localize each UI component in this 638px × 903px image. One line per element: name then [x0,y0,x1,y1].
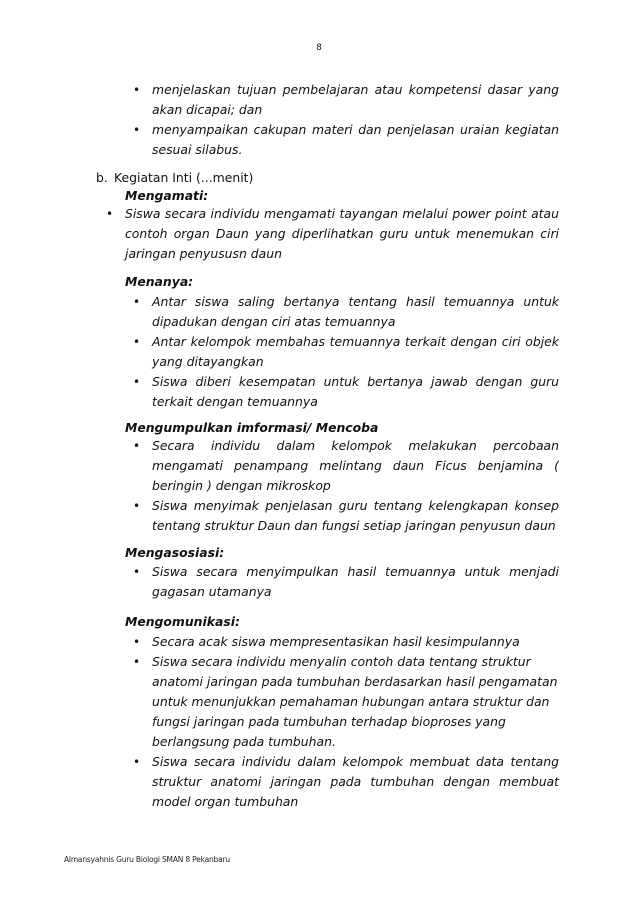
mengomunikasi-list [152,632,559,812]
mengamati-list [125,204,559,264]
species-name: Ficus benjamina [435,458,544,473]
heading-mengasosiasi: Mengasosiasi: [125,545,225,560]
intro-list [152,80,559,160]
mengasosiasi-list [152,562,559,602]
section-b-title [96,168,253,188]
section-title: Kegiatan Inti (...menit) [114,170,254,185]
list-item: • Antar siswa saling bertanya tentang hasil temuannya untuk dipadukan dengan ciri atas temuannya [152,292,559,332]
list-item: • Siswa secara individu mengamati tayangan melalui power point atau contoh organ Daun yang diperlihatkan guru untuk menemukan ciri jaringan penyususn daun [125,204,559,264]
list-item: • Siswa menyimak penjelasan guru tentang kelengkapan konsep tentang struktur Daun dan fungsi setiap jaringan penyusun daun [152,496,559,536]
heading-mengumpulkan: Mengumpulkan imformasi/ Mencoba [125,420,379,435]
heading-menanya: Menanya: [125,274,194,289]
page-number: 8 [316,43,322,53]
heading-mengamati: Mengamati: [125,188,209,203]
list-item: • Secara acak siswa mempresentasikan hasil kesimpulannya [152,632,559,652]
heading-mengomunikasi: Mengomunikasi: [125,614,240,629]
menanya-list [152,292,559,412]
list-item: • Siswa diberi kesempatan untuk bertanya jawab dengan guru terkait dengan temuannya [152,372,559,412]
section-label: b. [96,170,108,185]
mengumpulkan-list [152,436,559,536]
list-item: • Siswa secara menyimpulkan hasil temuannya untuk menjadi gagasan utamanya [152,562,559,602]
list-item: • Secara individu dalam kelompok melakukan percobaan mengamati penampang melintang daun Ficus benjamina ( beringin ) dengan mikroskop [152,436,559,496]
list-item: • menjelaskan tujuan pembelajaran atau kompetensi dasar yang akan dicapai; dan [152,80,559,120]
list-item: • Siswa secara individu dalam kelompok membuat data tentang struktur anatomi jaringan pada tumbuhan dengan membuat model organ tumbuhan [152,752,559,812]
list-item: • menyampaikan cakupan materi dan penjelasan uraian kegiatan sesuai silabus. [152,120,559,160]
footer-author: Almansyahnis Guru Biologi SMAN 8 Pekanbaru [64,855,230,864]
list-item: • Siswa secara individu menyalin contoh data tentang struktur anatomi jaringan pada tumbuhan berdasarkan hasil pengamatan untuk menunjukkan pemahaman hubungan antara struktur dan fungsi jaringan pada tumbuhan terhadap bioproses yang berlangsung pada tumbuhan. [152,652,559,752]
list-item: • Antar kelompok membahas temuannya terkait dengan ciri objek yang ditayangkan [152,332,559,372]
